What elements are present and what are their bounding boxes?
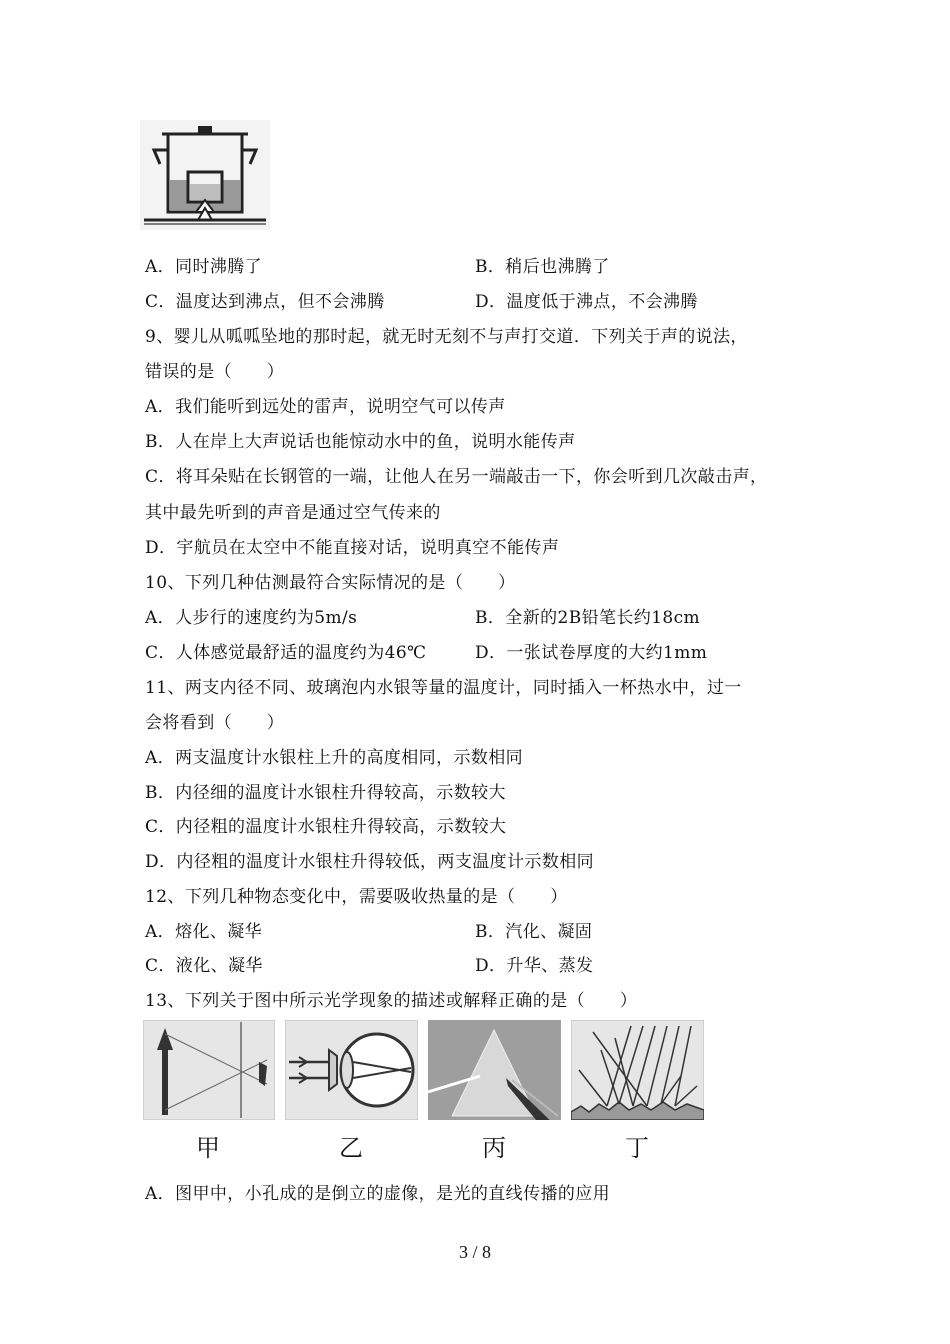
q9-option-c: C．将耳朵贴在长钢管的一端，让他人在另一端敲击一下，你会听到几次敲击声，: [145, 467, 768, 487]
page-number: 3 / 8: [458, 1242, 491, 1262]
diffuse-reflection-icon: [571, 1020, 704, 1120]
q12-option-c: C．液化、凝华: [145, 956, 263, 976]
q9-option-a: A．我们能听到远处的雷声，说明空气可以传声: [145, 397, 506, 417]
q10-option-a: A．人步行的速度约为5m/s: [145, 608, 358, 628]
q12-stem: 12、下列几种物态变化中，需要吸收热量的是（ ）: [145, 887, 568, 907]
q9-stem: 9、婴儿从呱呱坠地的那时起，就无时无刻不与声打交道．下列关于声的说法，: [145, 327, 748, 347]
q8-option-d: D．温度低于沸点，不会沸腾: [475, 292, 698, 312]
q9-stem-cont: 错误的是（ ）: [145, 362, 285, 382]
q10-option-c: C．人体感觉最舒适的温度约为46℃: [145, 643, 427, 663]
q11-option-c: C．内径粗的温度计水银柱升得较高，示数较大: [145, 817, 507, 837]
q11-option-d: D．内径粗的温度计水银柱升得较低，两支温度计示数相同: [145, 852, 595, 872]
q9-option-b: B．人在岸上大声说话也能惊动水中的鱼，说明水能传声: [145, 432, 576, 452]
q8-option-b: B．稍后也沸腾了: [475, 257, 610, 277]
q11-stem: 11、两支内径不同、玻璃泡内水银等量的温度计，同时插入一杯热水中，过一: [145, 678, 742, 698]
q8-option-c: C．温度达到沸点，但不会沸腾: [145, 292, 385, 312]
q13-stem: 13、下列关于图中所示光学现象的描述或解释正确的是（ ）: [145, 991, 638, 1011]
q10-stem: 10、下列几种估测最符合实际情况的是（ ）: [145, 573, 516, 593]
eye-lens-icon: [285, 1020, 418, 1120]
q12-option-d: D．升华、蒸发: [475, 956, 594, 976]
q9-option-d: D．宇航员在太空中不能直接对话，说明真空不能传声: [145, 538, 560, 558]
figure-caption-yi: 乙: [339, 1134, 363, 1162]
q8-option-a: A．同时沸腾了: [145, 257, 263, 277]
figure-caption-jia: 甲: [196, 1134, 220, 1162]
q10-option-b: B．全新的2B铅笔长约18cm: [475, 608, 701, 628]
q12-option-a: A．熔化、凝华: [145, 922, 263, 942]
pinhole-image-icon: [143, 1020, 275, 1120]
prism-dispersion-icon: [428, 1020, 561, 1120]
q13-option-a: A．图甲中，小孔成的是倒立的虚像，是光的直线传播的应用: [145, 1184, 611, 1204]
q11-option-b: B．内径细的温度计水银柱升得较高，示数较大: [145, 783, 506, 803]
boiler-pot-icon: [140, 120, 270, 230]
q11-option-a: A．两支温度计水银柱上升的高度相同，示数相同: [145, 748, 524, 768]
q11-stem-cont: 会将看到（ ）: [145, 713, 285, 733]
q12-option-b: B．汽化、凝固: [475, 922, 593, 942]
figure-caption-ding: 丁: [625, 1134, 649, 1162]
q10-option-d: D．一张试卷厚度的大约1mm: [475, 643, 708, 663]
figure-caption-bing: 丙: [482, 1134, 506, 1162]
q9-option-c-cont: 其中最先听到的声音是通过空气传来的: [145, 503, 441, 523]
